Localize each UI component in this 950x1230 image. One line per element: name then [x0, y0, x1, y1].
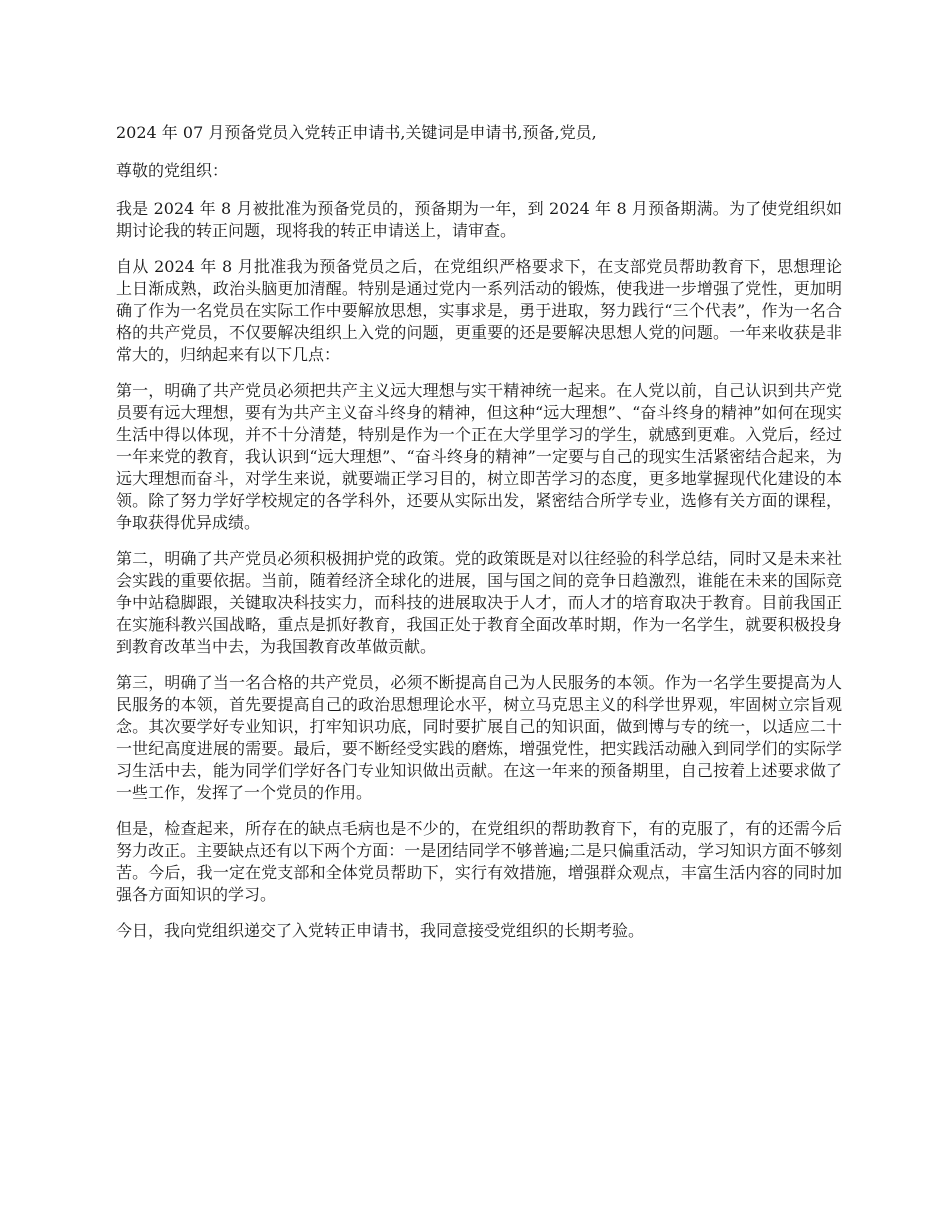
paragraph-point-one: 第一，明确了共产党员必须把共产主义远大理想与实干精神统一起来。在人党以前，自己认识到共产党员要有远大理想，要有为共产主义奋斗终身的精神，但这种“远大理想”、“奋斗终身的精神”如何在现实生活中得以体现，并不十分清楚，特别是作为一个正在大学里学习的学生，就感到更难。入党后，经过一年来党的教育，我认识到“远大理想”、“奋斗终身的精神”一定要与自己的现实生活紧密结合起来，为远大理想而奋斗，对学生来说，就要端正学习目的，树立即苦学习的态度，更多地掌握现代化建设的本领。除了努力学好学校规定的各学科外，还要从实际出发，紧密结合所学专业，选修有关方面的课程，争取获得优异成绩。: [116, 381, 842, 532]
paragraph-shortcomings: 但是，检查起来，所存在的缺点毛病也是不少的，在党组织的帮助教育下，有的克服了，有的还需今后努力改正。主要缺点还有以下两个方面：一是团结同学不够普遍;二是只偏重活动，学习知识方面不够刻苦。今后，我一定在党支部和全体党员帮助下，实行有效措施，增强群众观点，丰富生活内容的同时加强各方面知识的学习。: [116, 819, 842, 904]
salutation: 尊敬的党组织：: [116, 161, 229, 180]
paragraph-progress: 自从 2024 年 8 月批准我为预备党员之后，在党组织严格要求下，在支部党员帮助教育下，思想理论上日渐成熟，政治头脑更加清醒。特别是通过党内一系列活动的锻炼，使我进一步增强了党性，更加明确了作为一名党员在实际工作中要解放思想，实事求是，勇于进取，努力践行“三个代表”，作为一名合格的共产党员，不仅要解决组织上入党的问题，更重要的还是要解决思想人党的问题。一年来收获是非常大的，归纳起来有以下几点：: [116, 257, 842, 364]
document-page: [116, 122, 842, 956]
paragraph-point-three: 第三，明确了当一名合格的共产党员，必须不断提高自己为人民服务的本领。作为一名学生要提高为人民服务的本领，首先要提高自己的政治思想理论水平，树立马克思主义的科学世界观，牢固树立宗旨观念。其次要学好专业知识，打牢知识功底，同时要扩展自己的知识面，做到博与专的统一，以适应二十一世纪高度进展的需要。最后，要不断经受实践的磨炼，增强党性，把实践活动融入到同学们的实际学习生活中去，能为同学们学好各门专业知识做出贡献。在这一年来的预备期里，自己按着上述要求做了一些工作，发挥了一个党员的作用。: [116, 673, 842, 802]
paragraph-intro: 我是 2024 年 8 月被批准为预备党员的，预备期为一年，到 2024 年 8 月预备期满。为了使党组织如期讨论我的转正问题，现将我的转正申请送上，请审查。: [116, 199, 842, 240]
paragraph-point-two: 第二，明确了共产党员必须积极拥护党的政策。党的政策既是对以往经验的科学总结，同时又是未来社会实践的重要依据。当前，随着经济全球化的进展，国与国之间的竞争日趋激烈，谁能在未来的国际竞争中站稳脚跟，关键取决科技实力，而科技的进展取决于人才，而人才的培育取决于教育。目前我国正在实施科教兴国战略，重点是抓好教育，我国正处于教育全面改革时期，作为一名学生，就要积极投身到教育改革当中去，为我国教育改革做贡献。: [116, 549, 842, 656]
document-title-line: 2024 年 07 月预备党员入党转正申请书,关键词是申请书,预备,党员,: [116, 123, 597, 142]
paragraph-closing: 今日，我向党组织递交了入党转正申请书，我同意接受党组织的长期考验。: [116, 921, 645, 940]
